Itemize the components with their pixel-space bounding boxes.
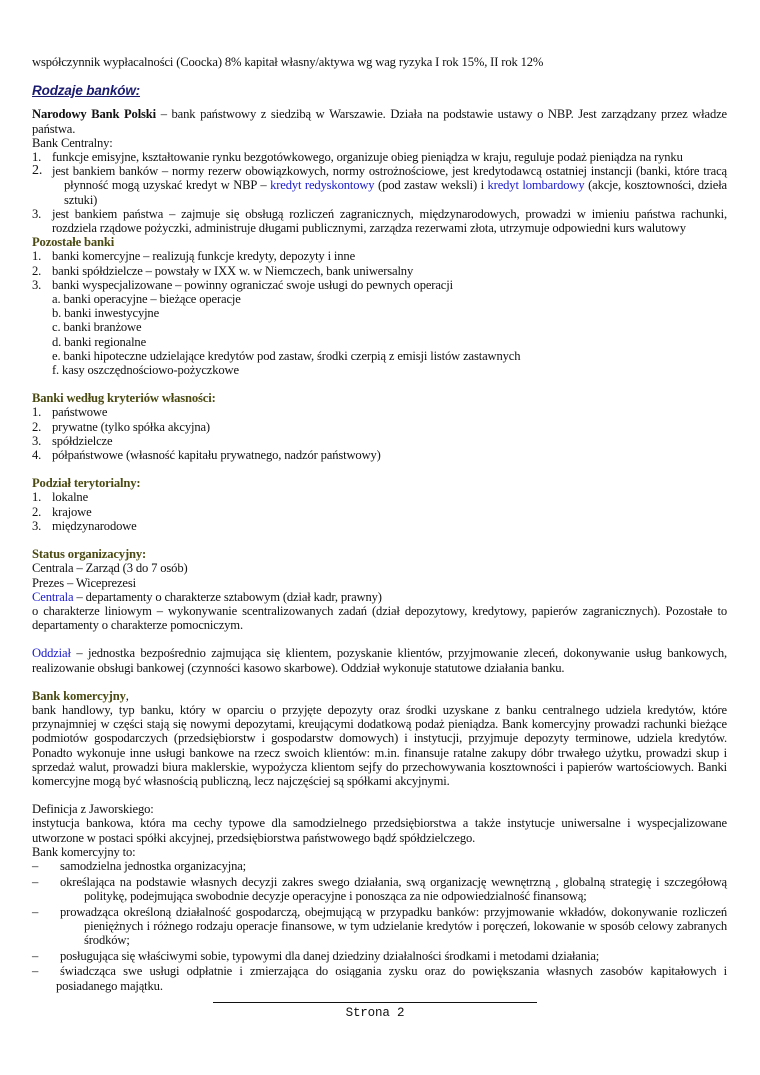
item-text: lokalne	[52, 490, 89, 505]
heading-bank-types: Rodzaje banków:	[32, 83, 141, 99]
item-text: prowadząca określoną działalność gospodarczą, obejmującą w przypadku banków: przyjmowanie wkładów, dokonywanie rozliczeń pieniężnych i różnego rodzaju operacje finansowe, w tym udzielanie kredytów i poręczeń, lokowanie w sposób celowy zabranych środków;	[60, 904, 727, 947]
commercial-heading	[32, 689, 727, 703]
dash-bullet: –	[32, 858, 39, 873]
item-text: posługująca się właściwymi sobie, typowymi dla danej dziedziny działalności środkami i metodami działania;	[60, 948, 600, 963]
definition-list-label: Bank komercyjny to:	[32, 844, 136, 859]
list-item	[32, 278, 727, 292]
item-text: określająca na podstawie własnych decyzji zakres swego działania, swą organizację wewnętrzną , globalną strategię i szczegółową politykę, podejmująca swobodnie decyzje operacyjne i ponosząca za nie odpowiedzialność finansową;	[60, 874, 727, 903]
link-centrala[interactable]: Centrala	[32, 589, 74, 604]
centrala-paragraph	[32, 590, 727, 604]
definition-list	[32, 859, 727, 993]
list-item	[32, 875, 727, 903]
list-item	[32, 505, 727, 519]
item-text: funkcje emisyjne, kształtowanie rynku bezgotówkowego, organizuje obieg pieniądza w kraju, reguluje podaż pieniądza na rynku	[52, 150, 683, 165]
item-text: banki wyspecjalizowane – powinny ograniczać swoje usługi do pewnych operacji	[52, 277, 453, 292]
item-number: 1.	[32, 405, 42, 420]
list-item	[32, 490, 727, 504]
item-text: banki spółdzielcze – powstały w IXX w. w Niemczech, bank uniwersalny	[52, 263, 414, 278]
link-kredyt-lombardowy[interactable]: kredyt lombardowy	[487, 178, 585, 193]
status-line: Prezes – Wiceprezesi	[32, 575, 136, 590]
dash-bullet: –	[32, 904, 39, 919]
item-text: prywatne (tylko spółka akcyjna)	[52, 419, 210, 434]
list-item	[32, 207, 727, 235]
item-text: jest bankiem banków – normy rezerw obowiązkowych, normy ostrożnościowe, jest kredytodawcą ostatniej instancji (banki, które tracą płynność mogą uzyskać kredyt w NBP –	[52, 164, 727, 193]
status-line: Centrala – Zarząd (3 do 7 osób)	[32, 561, 188, 576]
list-item: c. banki branżowe	[52, 320, 142, 335]
commercial-paragraph: bank handlowy, typ banku, który w oparciu o przyjęte depozyty oraz środki uzyskane z banku centralnego udziela kredytów, które przynajmniej w części stają się nowymi depozytami, kreującymi dodatkową podaż pieniądza. Bank komercyjny prowadzi rachunki bieżące podmiotów gospodarczych (przedsiębiorstw i gospodarstw domowych) i instytucji, przyjmuje depozyty terminowe, udziela kredytów. Ponadto wykonuje inne usługi bankowe na rzecz swoich klientów: m.in. finansuje ratalne zakupy dóbr trwałego użytku, prowadzi skup i sprzedaż walut, prowadzi biura maklerskie, wypożycza klientom sejfy do przechowywania kosztowności i papierów wartościowych. Banki komercyjne mogą być własnością publiczną, lecz najczęściej są spółkami akcyjnymi.	[32, 702, 727, 788]
list-item: f. kasy oszczędnościowo-pożyczkowe	[52, 363, 239, 378]
document-page	[32, 55, 727, 994]
list-item: d. banki regionalne	[52, 334, 147, 349]
list-item: a. banki operacyjne – bieżące operacje	[52, 292, 241, 307]
other-banks-list	[32, 249, 727, 292]
item-text: spółdzielcze	[52, 433, 113, 448]
heading-ownership: Banki według kryteriów własności:	[32, 391, 216, 406]
list-item	[32, 150, 727, 164]
heading-other-banks: Pozostałe banki	[32, 235, 115, 250]
intro-line: współczynnik wypłacalności (Coocka) 8% kapitał własny/aktywa wg wag ryzyka I rok 15%, II rok 12%	[32, 55, 544, 69]
list-item	[32, 420, 727, 434]
list-item	[32, 264, 727, 278]
item-text: jest bankiem państwa – zajmuje się obsługą rozliczeń zagranicznych, międzynarodowych, prowadzi w imieniu państwa rachunki, rozdziela rządowe pożyczki, administruje długami publicznymi, zarządza rezerwami złota, utrzymuje odpowiedni kurs walutowy	[52, 206, 727, 236]
item-number: 1.	[32, 150, 42, 165]
item-number: 2.	[32, 419, 42, 434]
list-item	[32, 434, 727, 448]
list-item	[32, 448, 727, 462]
link-oddzial[interactable]: Oddział	[32, 646, 71, 661]
list-item	[32, 519, 727, 533]
item-number: 3.	[32, 433, 42, 448]
item-text: międzynarodowe	[52, 518, 137, 533]
nbp-paragraph	[32, 107, 727, 135]
item-text: (akcje, kosztowności, dzieła sztuki)	[64, 178, 727, 207]
page-footer	[213, 1002, 537, 1020]
item-number: 2.	[32, 504, 42, 519]
centrala-text: – departamenty o charakterze sztabowym (dział kadr, prawny)	[73, 589, 382, 604]
item-number: 1.	[32, 490, 42, 505]
list-item	[32, 905, 727, 948]
heading-status: Status organizacyjny:	[32, 547, 147, 562]
link-kredyt-redyskontowy[interactable]: kredyt redyskontowy	[270, 178, 375, 193]
item-text: świadcząca swe usługi odpłatnie i zmierzająca do osiągania zysku oraz do powiększania własnych zasobów kapitałowych i posiadanego majątku.	[56, 964, 727, 993]
item-number: 3.	[32, 206, 42, 221]
item-text: półpaństwowe (własność kapitału prywatnego, nadzór państwowy)	[52, 448, 381, 463]
oddzial-paragraph	[32, 646, 727, 674]
item-text: samodzielna jednostka organizacyjna;	[60, 858, 247, 873]
list-item	[32, 164, 727, 207]
item-number: 4.	[32, 448, 42, 463]
dash-bullet: –	[32, 874, 39, 889]
oddzial-text: – jednostka bezpośrednio zajmująca się klientem, pozyskanie klientów, przyjmowanie zleceń, dokonywanie usług bankowych, realizowanie obsługi bankowej (czynności kasowo skarbowe). Oddział wykonuje statutowe działania banku.	[32, 646, 727, 675]
page-number: Strona 2	[345, 1006, 405, 1020]
ownership-list	[32, 405, 727, 462]
item-number: 2.	[32, 163, 43, 179]
item-number: 1.	[32, 249, 42, 264]
status-line: o charakterze liniowym – wykonywanie scentralizowanych zadań (dział depozytowy, kredytowy, papierów zagranicznych). Pozostałe to departamenty o charakterze pomocniczym.	[32, 603, 727, 633]
definition-text: instytucja bankowa, która ma cechy typowe dla samodzielnego przedsiębiorstwa a także instytucje uniwersalne i wyspecjalizowane utworzone w postaci spółki akcyjnej, przedsiębiorstwa państwowego bądź spółdzielczego.	[32, 816, 727, 845]
heading-territorial: Podział terytorialny:	[32, 476, 141, 491]
item-number: 3.	[32, 518, 42, 533]
nbp-title: Narodowy Bank Polski	[32, 107, 157, 122]
list-item: b. banki inwestycyjne	[52, 306, 160, 321]
item-text: krajowe	[52, 504, 92, 519]
list-item	[32, 405, 727, 419]
item-text: państwowe	[52, 405, 108, 420]
nbp-text: – bank państwowy z siedzibą w Warszawie. Działa na podstawie ustawy o NBP. Jest zarządzany przez władze państwa.	[32, 107, 727, 136]
list-item	[32, 964, 727, 992]
territorial-list	[32, 490, 727, 533]
central-bank-label: Bank Centralny:	[32, 135, 113, 150]
dash-bullet: –	[32, 964, 39, 979]
item-number: 3.	[32, 277, 42, 292]
item-text: (pod zastaw weksli) i	[374, 178, 488, 193]
commercial-title: Bank komercyjny	[32, 688, 126, 703]
list-item	[32, 249, 727, 263]
definition-label: Definicja z Jaworskiego:	[32, 802, 154, 817]
specialized-banks-list	[32, 292, 727, 377]
item-text: banki komercyjne – realizują funkcje kredyty, depozyty i inne	[52, 249, 356, 264]
list-item	[32, 859, 727, 873]
list-item	[32, 949, 727, 963]
list-item: e. banki hipoteczne udzielające kredytów pod zastaw, środki czerpią z emisji listów zastawnych	[52, 348, 521, 363]
item-number: 2.	[32, 263, 42, 278]
dash-bullet: –	[32, 948, 39, 963]
commercial-title-suffix: ,	[125, 688, 129, 703]
central-bank-functions	[32, 150, 727, 235]
